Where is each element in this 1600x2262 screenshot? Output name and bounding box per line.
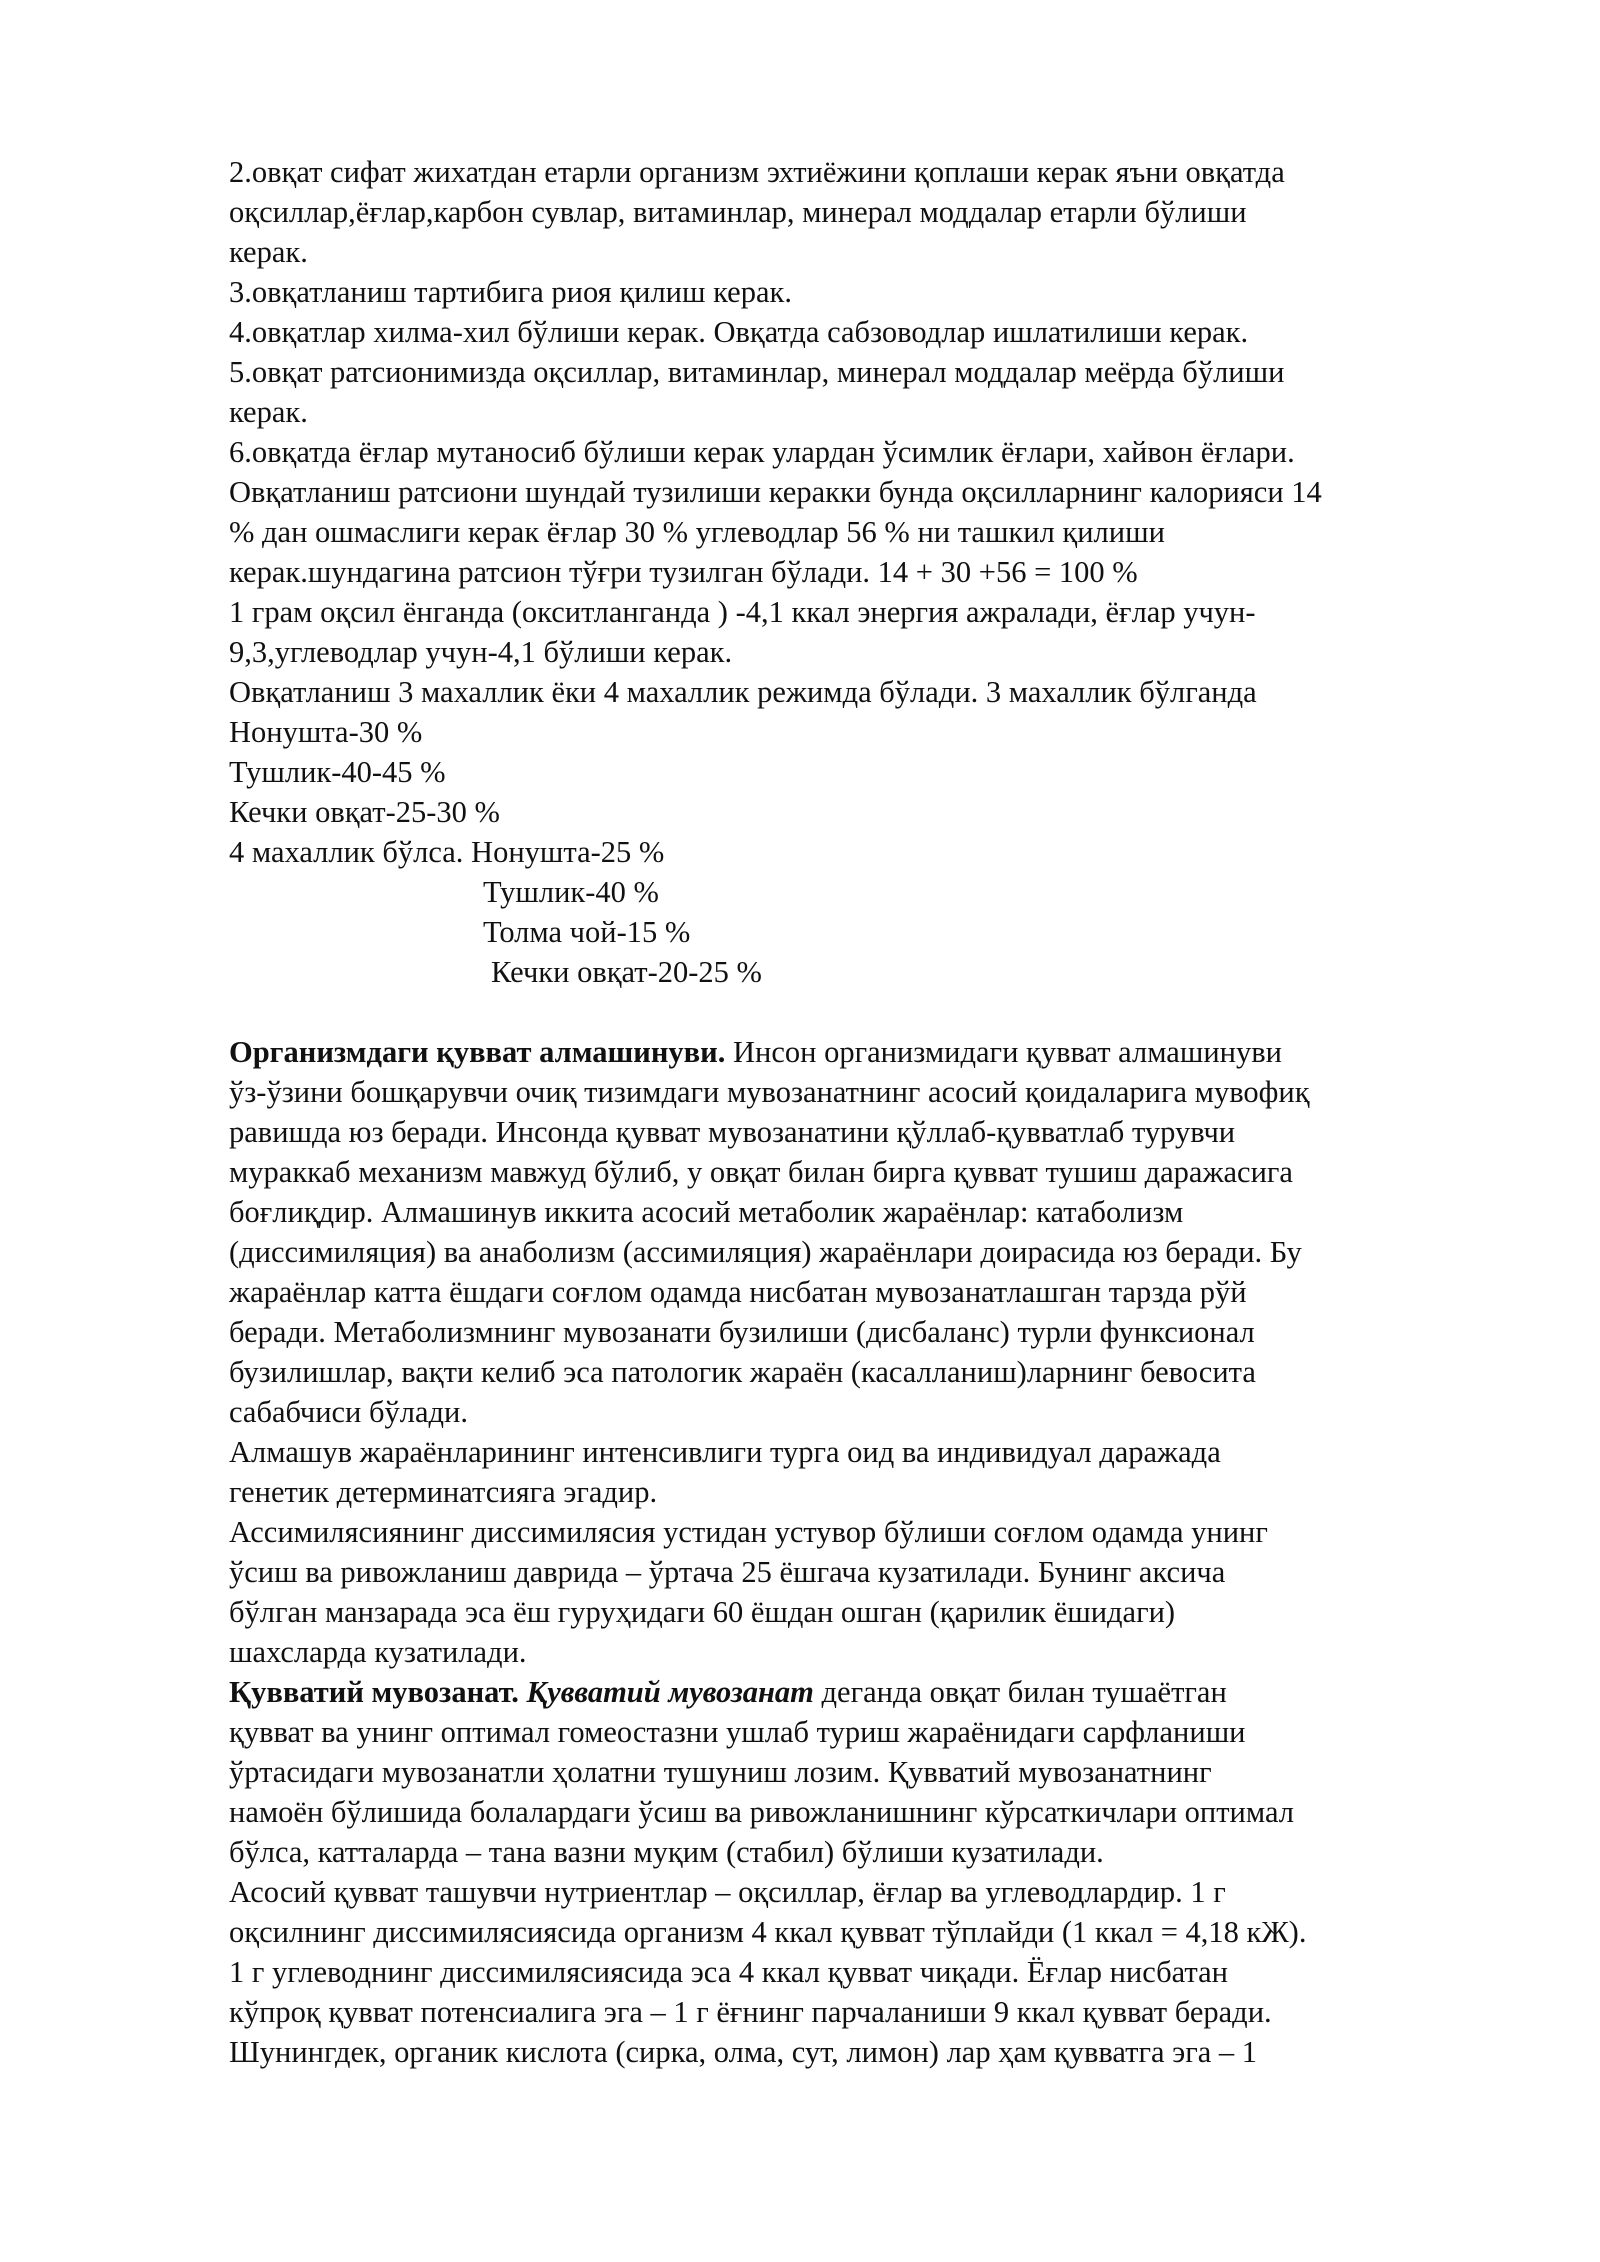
text-line: керак. [229, 235, 308, 269]
text-line: ўз-ўзини бошқарувчи очиқ тизимдаги мувозанатнинг асосий қоидаларига мувофиқ [229, 1075, 1310, 1109]
text-line: Асосий қувват ташувчи нутриентлар – оқсиллар, ёғлар ва углеводлардир. 1 г [229, 1875, 1226, 1909]
text-line: 1 г углеводнинг диссимилясиясида эса 4 ккал қувват чиқади. Ёғлар нисбатан [229, 1955, 1228, 1989]
text-line: бўлса, катталарда – тана вазни муқим (стабил) бўлиши кузатилади. [229, 1835, 1104, 1869]
text-line: мураккаб механизм мавжуд бўлиб, у овқат билан бирга қувват тушиш даражасига [229, 1155, 1293, 1189]
text-run: Инсон организмидаги қувват алмашинуви [725, 1035, 1282, 1069]
text-line: (диссимиляция) ва анаболизм (ассимиляция) жараёнлари доирасида юз беради. Бу [229, 1235, 1302, 1269]
text-line: генетик детерминатсияга эгадир. [229, 1475, 658, 1509]
section-heading: Организмдаги қувват алмашинуви. [229, 1035, 726, 1069]
text-line: равишда юз беради. Инсонда қувват мувозанатини қўллаб-қувватлаб турувчи [229, 1115, 1236, 1149]
document-page [229, 152, 1519, 2072]
text-line: беради. Метаболизмнинг мувозанати бузилиши (дисбаланс) турли функсионал [229, 1315, 1255, 1349]
section-energy-exchange-first-line [229, 1032, 1519, 1072]
text-run: деганда овқат билан тушаётган [813, 1675, 1227, 1709]
text-line: 9,3,углеводлар учун-4,1 бўлиши керак. [229, 635, 733, 669]
text-line: 4 махаллик бўлса. Нонушта-25 % [229, 835, 665, 869]
text-line: % дан ошмаслиги керак ёғлар 30 % углеводлар 56 % ни ташкил қилиши [229, 515, 1165, 549]
meal-dinner-line: Кечки овқат-20-25 % [491, 955, 762, 989]
section-energy-balance-first-line [229, 1672, 1519, 1712]
blank-line [229, 992, 1519, 1032]
text-line: Шунингдек, органик кислота (сирка, олма, сут, лимон) лар ҳам қувватга эга – 1 [229, 2035, 1258, 2069]
text-line: 2.овқат сифат жихатдан етарли организм эхтиёжини қоплаши керак яъни овқатда [229, 155, 1285, 189]
text-line: ўртасидаги мувозанатли ҳолатни тушуниш лозим. Қувватий мувозанатнинг [229, 1755, 1212, 1789]
text-line: оқсилнинг диссимилясиясида организм 4 ккал қувват тўплайди (1 ккал = 4,18 кЖ). [229, 1915, 1307, 1949]
meal-lunch-line: Тушлик-40 % [483, 875, 659, 909]
text-line: бўлган манзарада эса ёш гуруҳидаги 60 ёшдан ошган (қарилик ёшидаги) [229, 1595, 1176, 1629]
text-line: 3.овқатланиш тартибига риоя қилиш керак. [229, 275, 792, 309]
text-line: Кечки овқат-25-30 % [229, 795, 500, 829]
text-line: Овқатланиш ратсиони шундай тузилиши керакки бунда оқсилларнинг калорияси 14 [229, 475, 1322, 509]
text-line: оқсиллар,ёғлар,карбон сувлар, витаминлар, минерал моддалар етарли бўлиши [229, 195, 1247, 229]
section-heading: Қувватий мувозанат. [229, 1675, 519, 1709]
italic-term: Қувватий мувозанат [526, 1675, 814, 1709]
text-line: Нонушта-30 % [229, 715, 423, 749]
text-line: сабабчиси бўлади. [229, 1395, 468, 1429]
text-line: 6.овқатда ёғлар мутаносиб бўлиши керак улардан ўсимлик ёғлари, хайвон ёғлари. [229, 435, 1295, 469]
text-line: Тушлик-40-45 % [229, 755, 446, 789]
text-line: 4.овқатлар хилма-хил бўлиши керак. Овқатда сабзоводлар ишлатилиши керак. [229, 315, 1249, 349]
text-line: кўпроқ қувват потенсиалига эга – 1 г ёғнинг парчаланиши 9 ккал қувват беради. [229, 1995, 1272, 2029]
text-line: ўсиш ва ривожланиш даврида – ўртача 25 ёшгача кузатилади. Бунинг аксича [229, 1555, 1226, 1589]
text-line: бузилишлар, вақти келиб эса патологик жараён (касалланиш)ларнинг бевосита [229, 1355, 1256, 1389]
text-line: 5.овқат ратсионимизда оқсиллар, витаминлар, минерал моддалар меёрда бўлиши [229, 355, 1285, 389]
meal-tea-line: Толма чой-15 % [483, 915, 691, 949]
text-line: Ассимилясиянинг диссимилясия устидан устувор бўлиши соғлом одамда унинг [229, 1515, 1268, 1549]
text-line: керак.шундагина ратсион тўғри тузилган бўлади. 14 + 30 +56 = 100 % [229, 555, 1138, 589]
text-line: керак. [229, 395, 308, 429]
text-line: жараёнлар катта ёшдаги соғлом одамда нисбатан мувозанатлашган тарзда рўй [229, 1275, 1247, 1309]
text-line: Алмашув жараёнларининг интенсивлиги турга оид ва индивидуал даражада [229, 1435, 1221, 1469]
text-line: қувват ва унинг оптимал гомеостазни ушлаб туриш жараёнидаги сарфланиши [229, 1715, 1246, 1749]
text-line: намоён бўлишида болалардаги ўсиш ва ривожланишнинг кўрсаткичлари оптимал [229, 1795, 1294, 1829]
text-line: Овқатланиш 3 махаллик ёки 4 махаллик режимда бўлади. 3 махаллик бўлганда [229, 675, 1257, 709]
text-line: шахсларда кузатилади. [229, 1635, 527, 1669]
text-line: боғлиқдир. Алмашинув иккита асосий метаболик жараёнлар: катаболизм [229, 1195, 1184, 1229]
text-line: 1 грам оқсил ёнганда (окситланганда ) -4,1 ккал энергия ажралади, ёғлар учун- [229, 595, 1256, 629]
